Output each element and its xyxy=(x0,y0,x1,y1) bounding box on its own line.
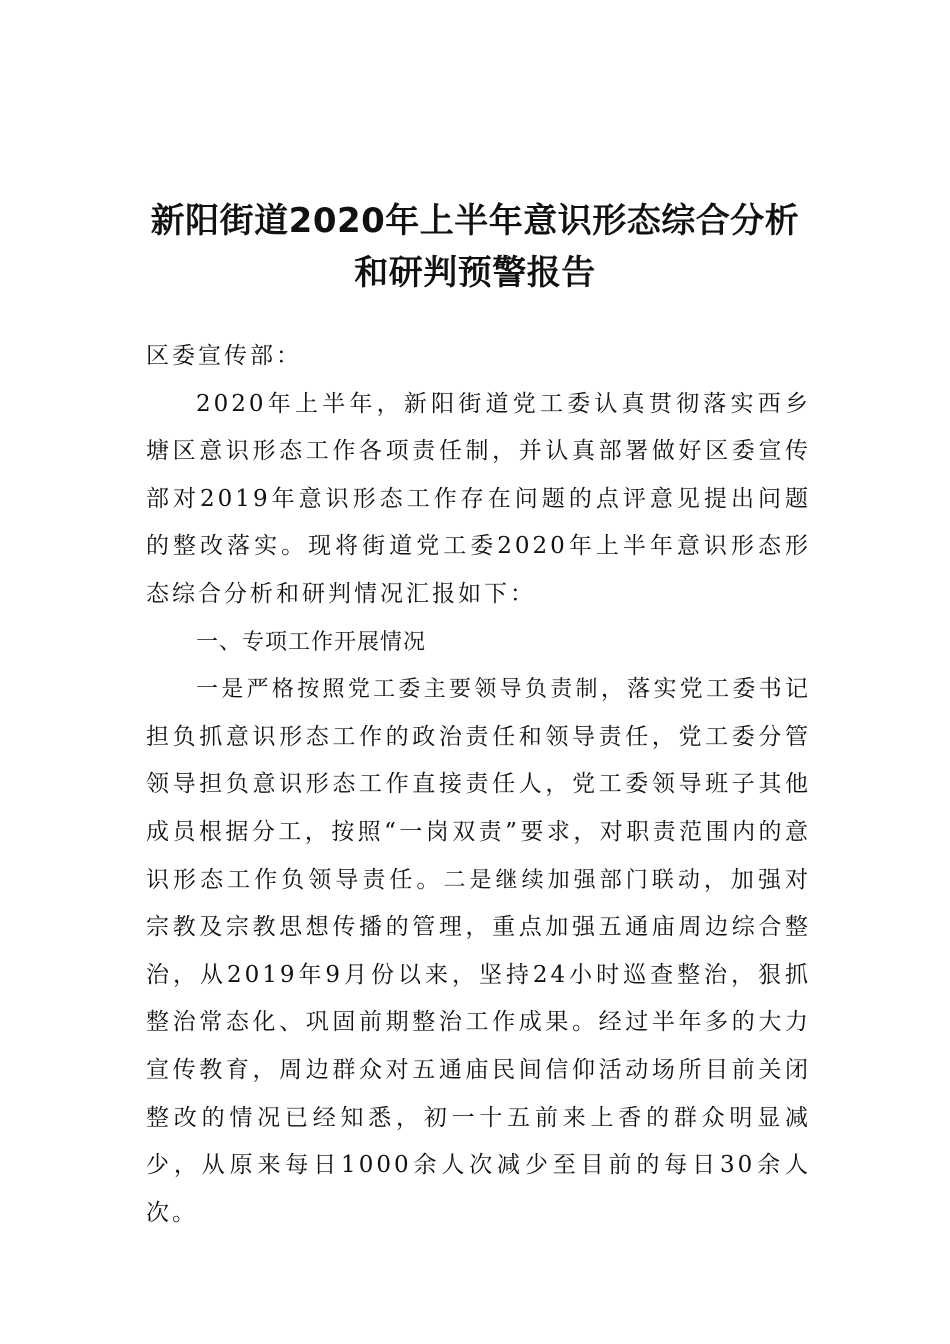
salutation: 区委宣传部： xyxy=(146,343,302,369)
document-body xyxy=(146,333,811,1237)
paragraph-text-2: ，加强对宗教及宗教思想传播的管理，重点加强五通庙周边综合整治，从2019年9月份以来，坚持24小时巡查整治，狠抓整治常态化、巩固前期整治工作成果。经过半年多的大力宣传教育，周边群众对五通庙民间信仰活动场所目前关闭整改的情况已经知悉，初一十五前来上香的群众明显减少，从原来每日1000余人次减少至目前的每日30余人次。 xyxy=(146,866,811,1226)
document-title-line-1: 新阳街道2020年上半年意识形态综合分析 xyxy=(150,200,800,241)
section-1-paragraph xyxy=(146,666,811,1237)
paragraph-text-1: ，落实党工委书记担负抓意识形态工作的政治责任和领导责任，党工委分管领导担负意识形态工作直接责任人，党工委领导班子其他成员根据分工，按照“一岗双责”要求，对职责范围内的意识形态工作负领导责任。 xyxy=(146,676,812,893)
section-1-heading: 一、专项工作开展情况 xyxy=(196,629,427,655)
document-title-line-2: 和研判预警报告 xyxy=(354,252,596,293)
document-title xyxy=(120,195,830,299)
intro-paragraph: 2020年上半年，新阳街道党工委认真贯彻落实西乡塘区意识形态工作各项责任制，并认真部署做好区委宣传部对2019年意识形态工作存在问题的点评意见提出问题的整改落实。现将街道党工委2020年上半年意识形态形态综合分析和研判情况汇报如下： xyxy=(146,390,811,607)
lead-phrase-2: 二是继续加强部门联动 xyxy=(443,867,704,893)
lead-phrase-1: 一是严格按照党工委主要领导负责制 xyxy=(196,677,601,703)
